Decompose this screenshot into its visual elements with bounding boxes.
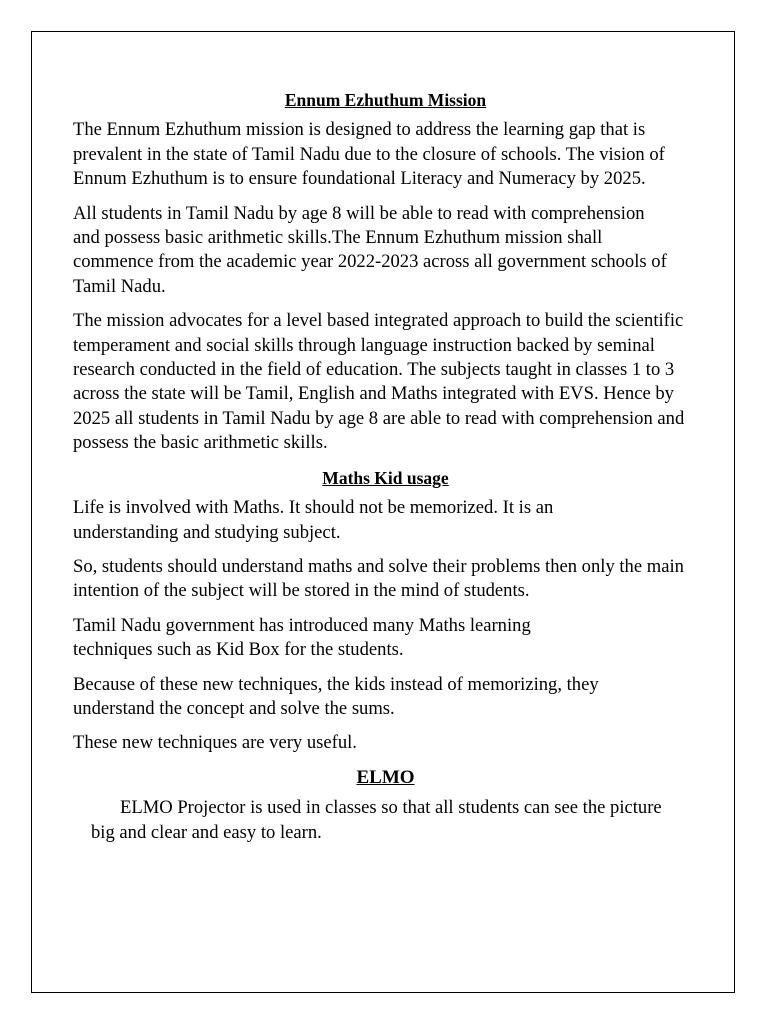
paragraph: Tamil Nadu government has introduced many Maths learning techniques such as Kid Box for the students. [73,614,531,661]
paragraph: These new techniques are very useful. [73,732,357,754]
paragraph: Because of these new techniques, the kids instead of memorizing, they understand the concept and solve the sums. [73,673,599,719]
section-title-maths-kid-usage: Maths Kid usage [322,467,449,488]
paragraph: Life is involved with Maths. It should not be memorized. It is an understanding and studying subject. [73,497,554,543]
section-title-ennum-ezhuthum: Ennum Ezhuthum Mission [284,90,487,110]
paragraph: So, students should understand maths and solve their problems then only the main intention of the subject will be stored in the mind of students. [73,555,684,602]
paragraph: ELMO Projector is used in classes so that all students can see the picture big and clear and easy to learn. [91,797,662,843]
paragraph: The Ennum Ezhuthum mission is designed to address the learning gap that is prevalent in the state of Tamil Nadu due to the closure of schools. The vision of Ennum Ezhuthum is to ensure foundational Literacy and Numeracy by 2025. [73,119,665,190]
paragraph: All students in Tamil Nadu by age 8 will be able to read with comprehension and possess basic arithmetic skills.The Ennum Ezhuthum mission shall commence from the academic year 2022-2023 across all government schools of Tamil Nadu. [73,202,667,297]
document-body [73,88,698,855]
paragraph: The mission advocates for a level based integrated approach to build the scientific temperament and social skills through language instruction backed by seminal research conducted in the field of education. The subjects taught in classes 1 to 3 across the state will be Tamil, English and Maths integrated with EVS. Hence by 2025 all students in Tamil Nadu by age 8 are able to read with comprehension and possess the basic arithmetic skills. [73,310,685,454]
section-title-elmo: ELMO [356,766,415,788]
